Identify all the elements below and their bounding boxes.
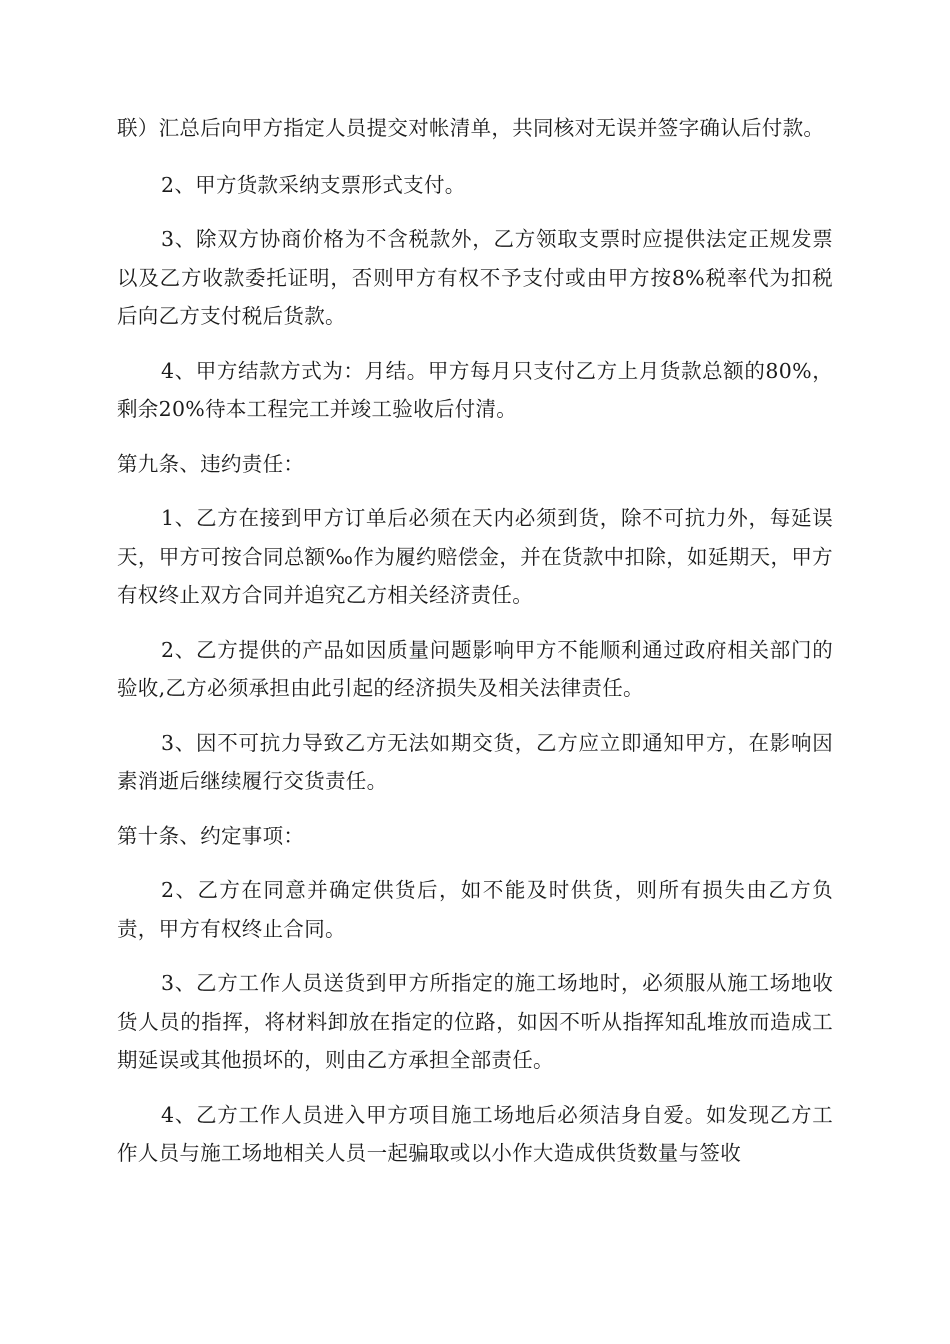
paragraph-breach-2: 2、乙方提供的产品如因质量问题影响甲方不能顺利通过政府相关部门的验收,乙方必须承担由此引起的经济损失及相关法律责任。	[117, 637, 833, 700]
paragraph-payment-3: 3、除双方协商价格为不含税款外，乙方领取支票时应提供法定正规发票以及乙方收款委托证明，否则甲方有权不予支付或由甲方按8%税率代为扣税后向乙方支付税后货款。	[117, 227, 833, 328]
paragraph-continuation: 联）汇总后向甲方指定人员提交对帐清单，共同核对无误并签字确认后付款。	[117, 116, 825, 140]
paragraph-payment-2: 2、甲方货款采纳支票形式支付。	[161, 172, 466, 197]
section-heading-article-9: 第九条、违约责任：	[117, 451, 305, 476]
paragraph-breach-3: 3、因不可抗力导致乙方无法如期交货，乙方应立即通知甲方，在影响因素消逝后继续履行交货责任。	[117, 730, 833, 793]
paragraph-agreed-2: 2、乙方在同意并确定供货后，如不能及时供货，则所有损失由乙方负责，甲方有权终止合同。	[117, 878, 833, 941]
section-heading-article-10: 第十条、约定事项：	[117, 823, 305, 848]
document-body	[117, 109, 833, 1173]
paragraph-agreed-4: 4、乙方工作人员进入甲方项目施工场地后必须洁身自爱。如发现乙方工作人员与施工场地相关人员一起骗取或以小作大造成供货数量与签收	[117, 1102, 833, 1165]
paragraph-agreed-3: 3、乙方工作人员送货到甲方所指定的施工场地时，必须服从施工场地收货人员的指挥，将材料卸放在指定的位路，如因不听从指挥知乱堆放而造成工期延误或其他损坏的，则由乙方承担全部责任。	[117, 971, 833, 1072]
paragraph-breach-1: 1、乙方在接到甲方订单后必须在天内必须到货，除不可抗力外，每延误天，甲方可按合同总额‰作为履约赔偿金，并在货款中扣除，如延期天，甲方有权终止双方合同并追究乙方相关经济责任。	[117, 506, 833, 607]
paragraph-payment-4: 4、甲方结款方式为：月结。甲方每月只支付乙方上月货款总额的80%，剩余20%待本工程完工并竣工验收后付清。	[117, 358, 833, 421]
